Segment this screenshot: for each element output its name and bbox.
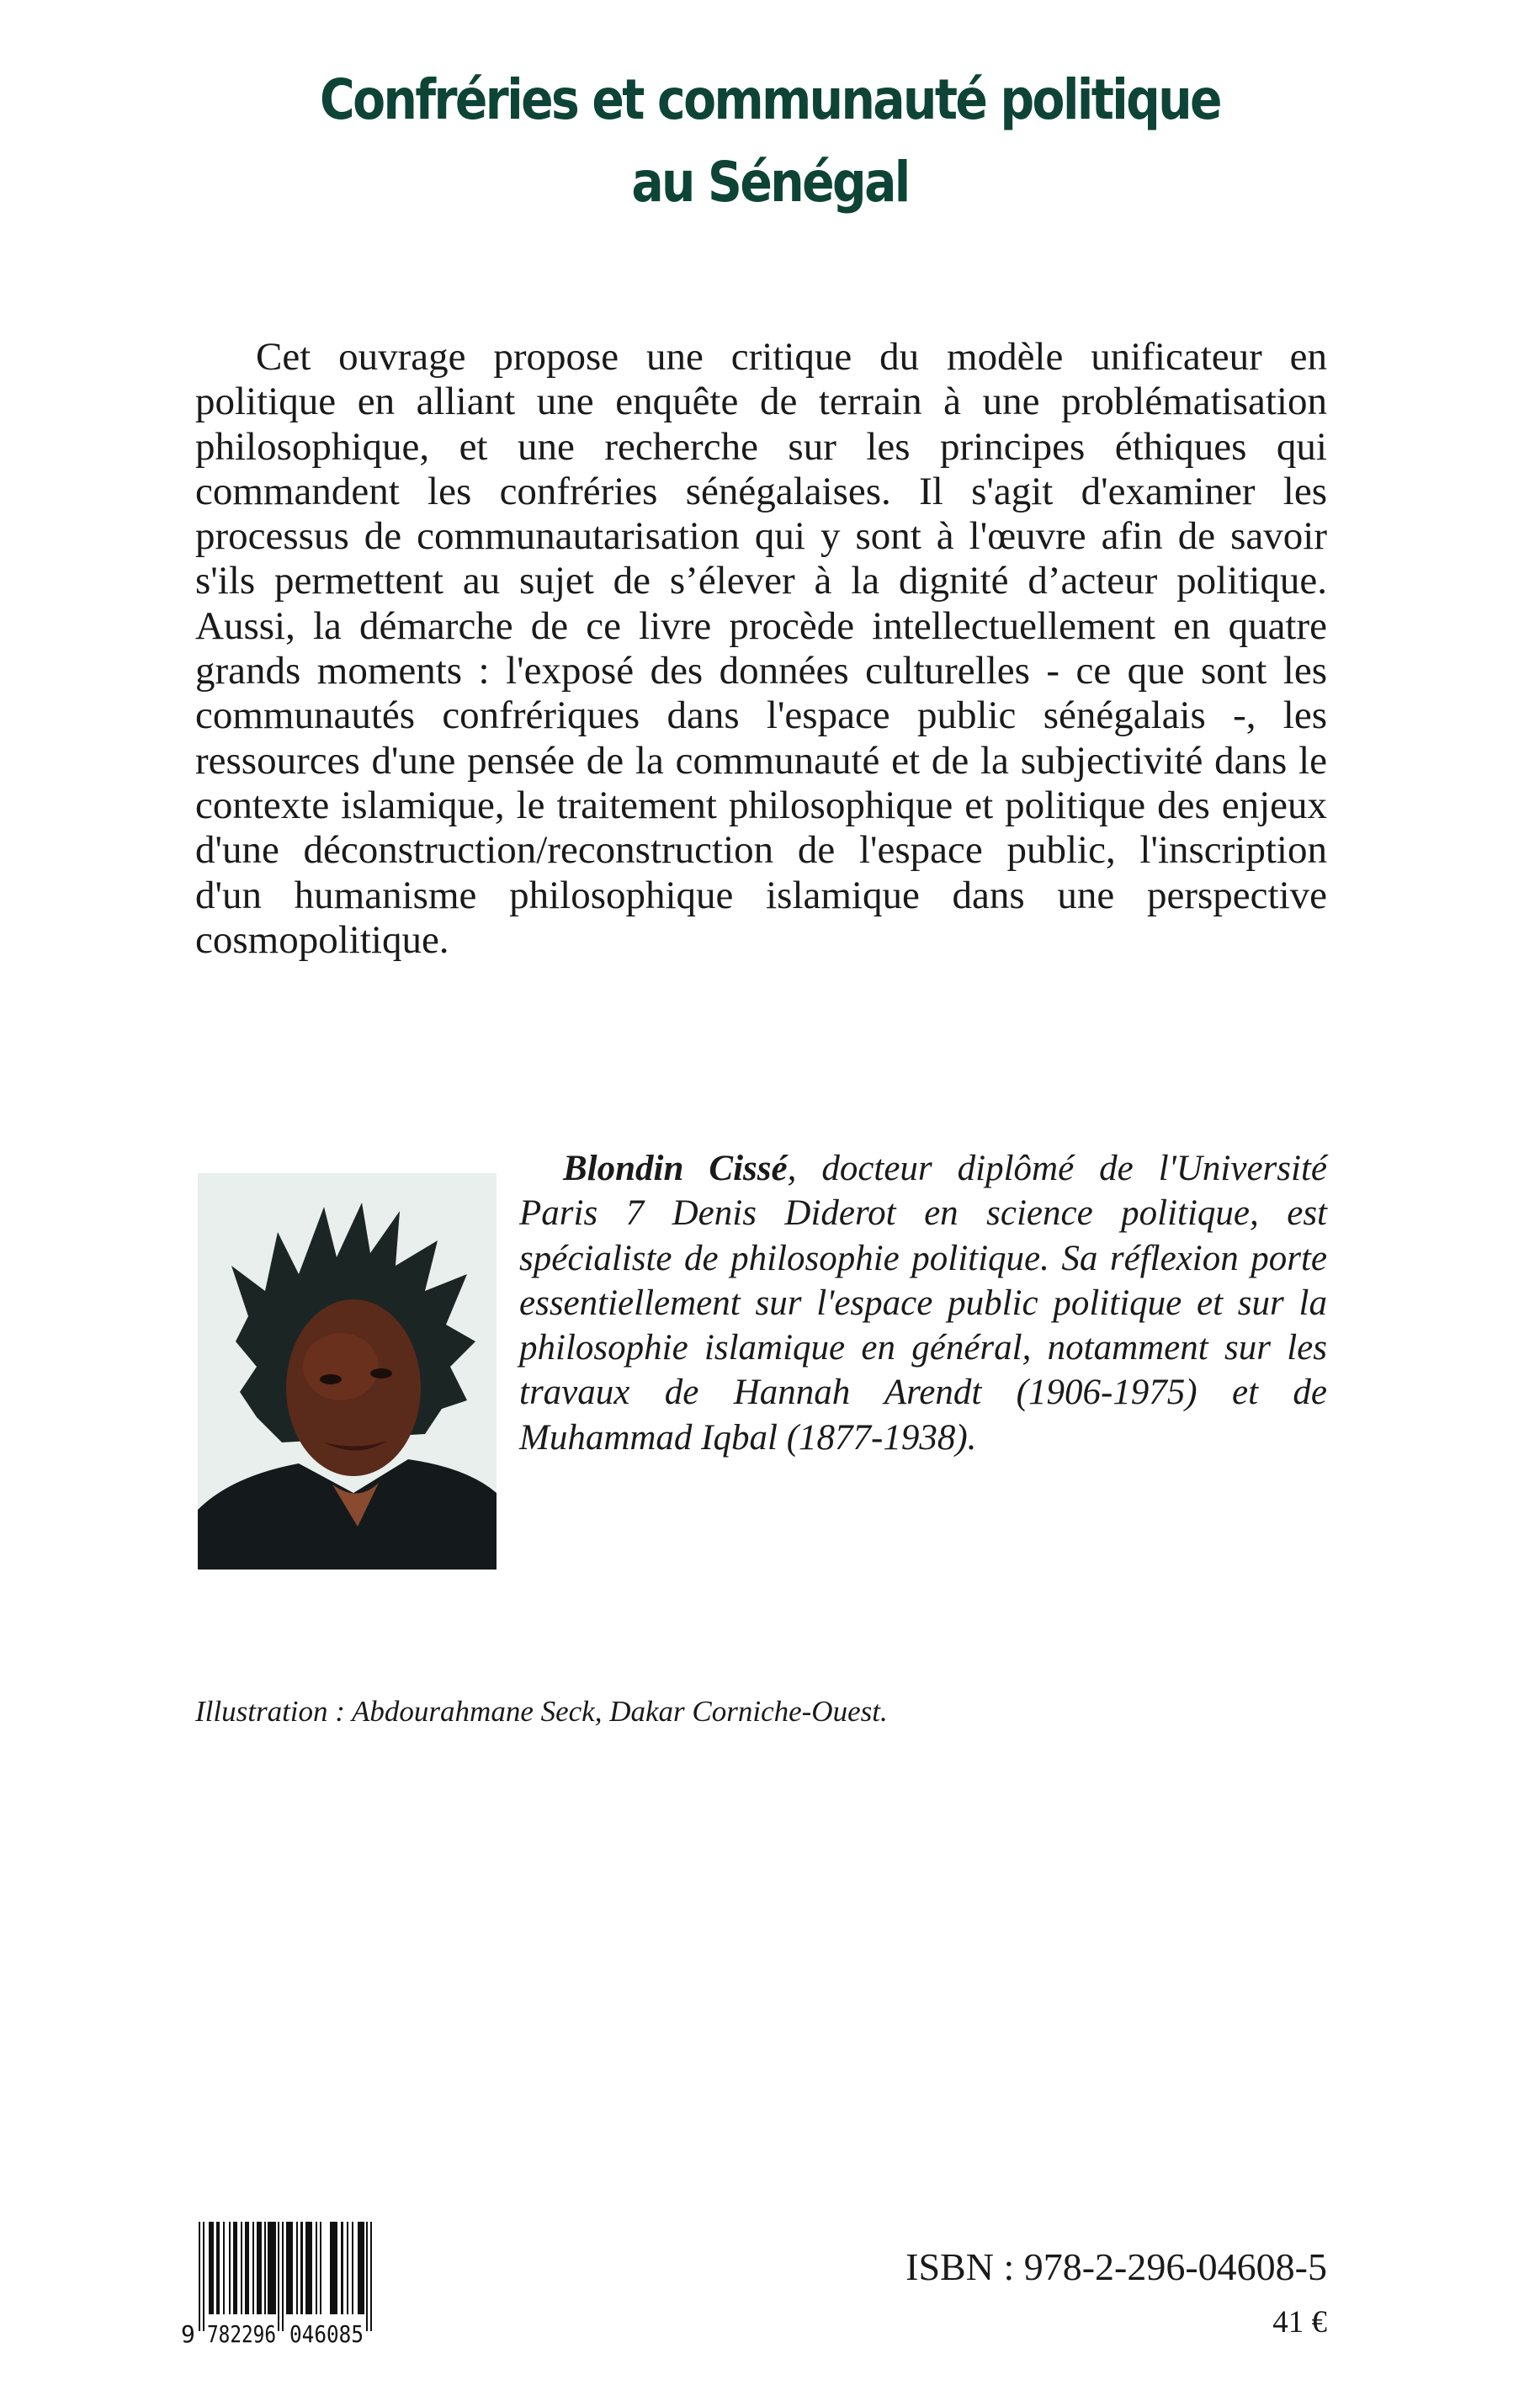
back-cover-blurb xyxy=(195,335,1327,963)
author-bio-text: , docteur diplômé de l'Université Paris 7 Denis Diderot en science politique, est spécialiste de philosophie politique. Sa réflexion porte essentiellement sur l'espace public politique et sur la philosophie islamique en général, notamment sur les travaux de Hannah Arendt (1906-1975) et de Muhammad Iqbal (1877-1938). xyxy=(519,1149,1327,1458)
title-line-1: Confréries et communauté politique xyxy=(320,67,1220,132)
blurb-paragraph: Cet ouvrage propose une critique du modèle unificateur en politique en alliant une enquête de terrain à une problématisation philosophique, et une recherche sur les principes éthiques qui commandent les confréries sénégalaises. Il s'agit d'examiner les processus de communautarisation qui y sont à l'œuvre afin de savoir s'ils permettent au sujet de s’élever à la dignité d’acteur politique. Aussi, la démarche de ce livre procède intellectuellement en quatre grands moments : l'exposé des données culturelles - ce que sont les communautés confrériques dans l'espace public sénégalais -, les ressources d'une pensée de la communauté et de la subjectivité dans le contexte islamique, le traitement philosophique et politique des enjeux d'une déconstruction/reconstruction de l'espace public, l'inscription d'un humanisme philosophique islamique dans une perspective cosmopolitique. xyxy=(195,335,1327,962)
barcode-digits-right: 046085 xyxy=(289,2320,364,2348)
author-photo xyxy=(198,1173,497,1570)
title-line-2: au Sénégal xyxy=(631,150,909,215)
author-bio xyxy=(519,1146,1327,1460)
bio-paragraph xyxy=(519,1146,1327,1460)
barcode-digits-left: 782296 xyxy=(207,2320,276,2348)
price: 41 € xyxy=(1272,2305,1327,2340)
isbn: ISBN : 978-2-296-04608-5 xyxy=(905,2245,1327,2288)
author-name: Blondin Cissé xyxy=(563,1149,788,1188)
barcode xyxy=(177,2222,513,2348)
illustration-credit: Illustration : Abdourahmane Seck, Dakar Corniche-Ouest. xyxy=(195,1695,888,1728)
barcode-digit-first: 9 xyxy=(181,2320,195,2348)
book-title xyxy=(108,59,1432,224)
